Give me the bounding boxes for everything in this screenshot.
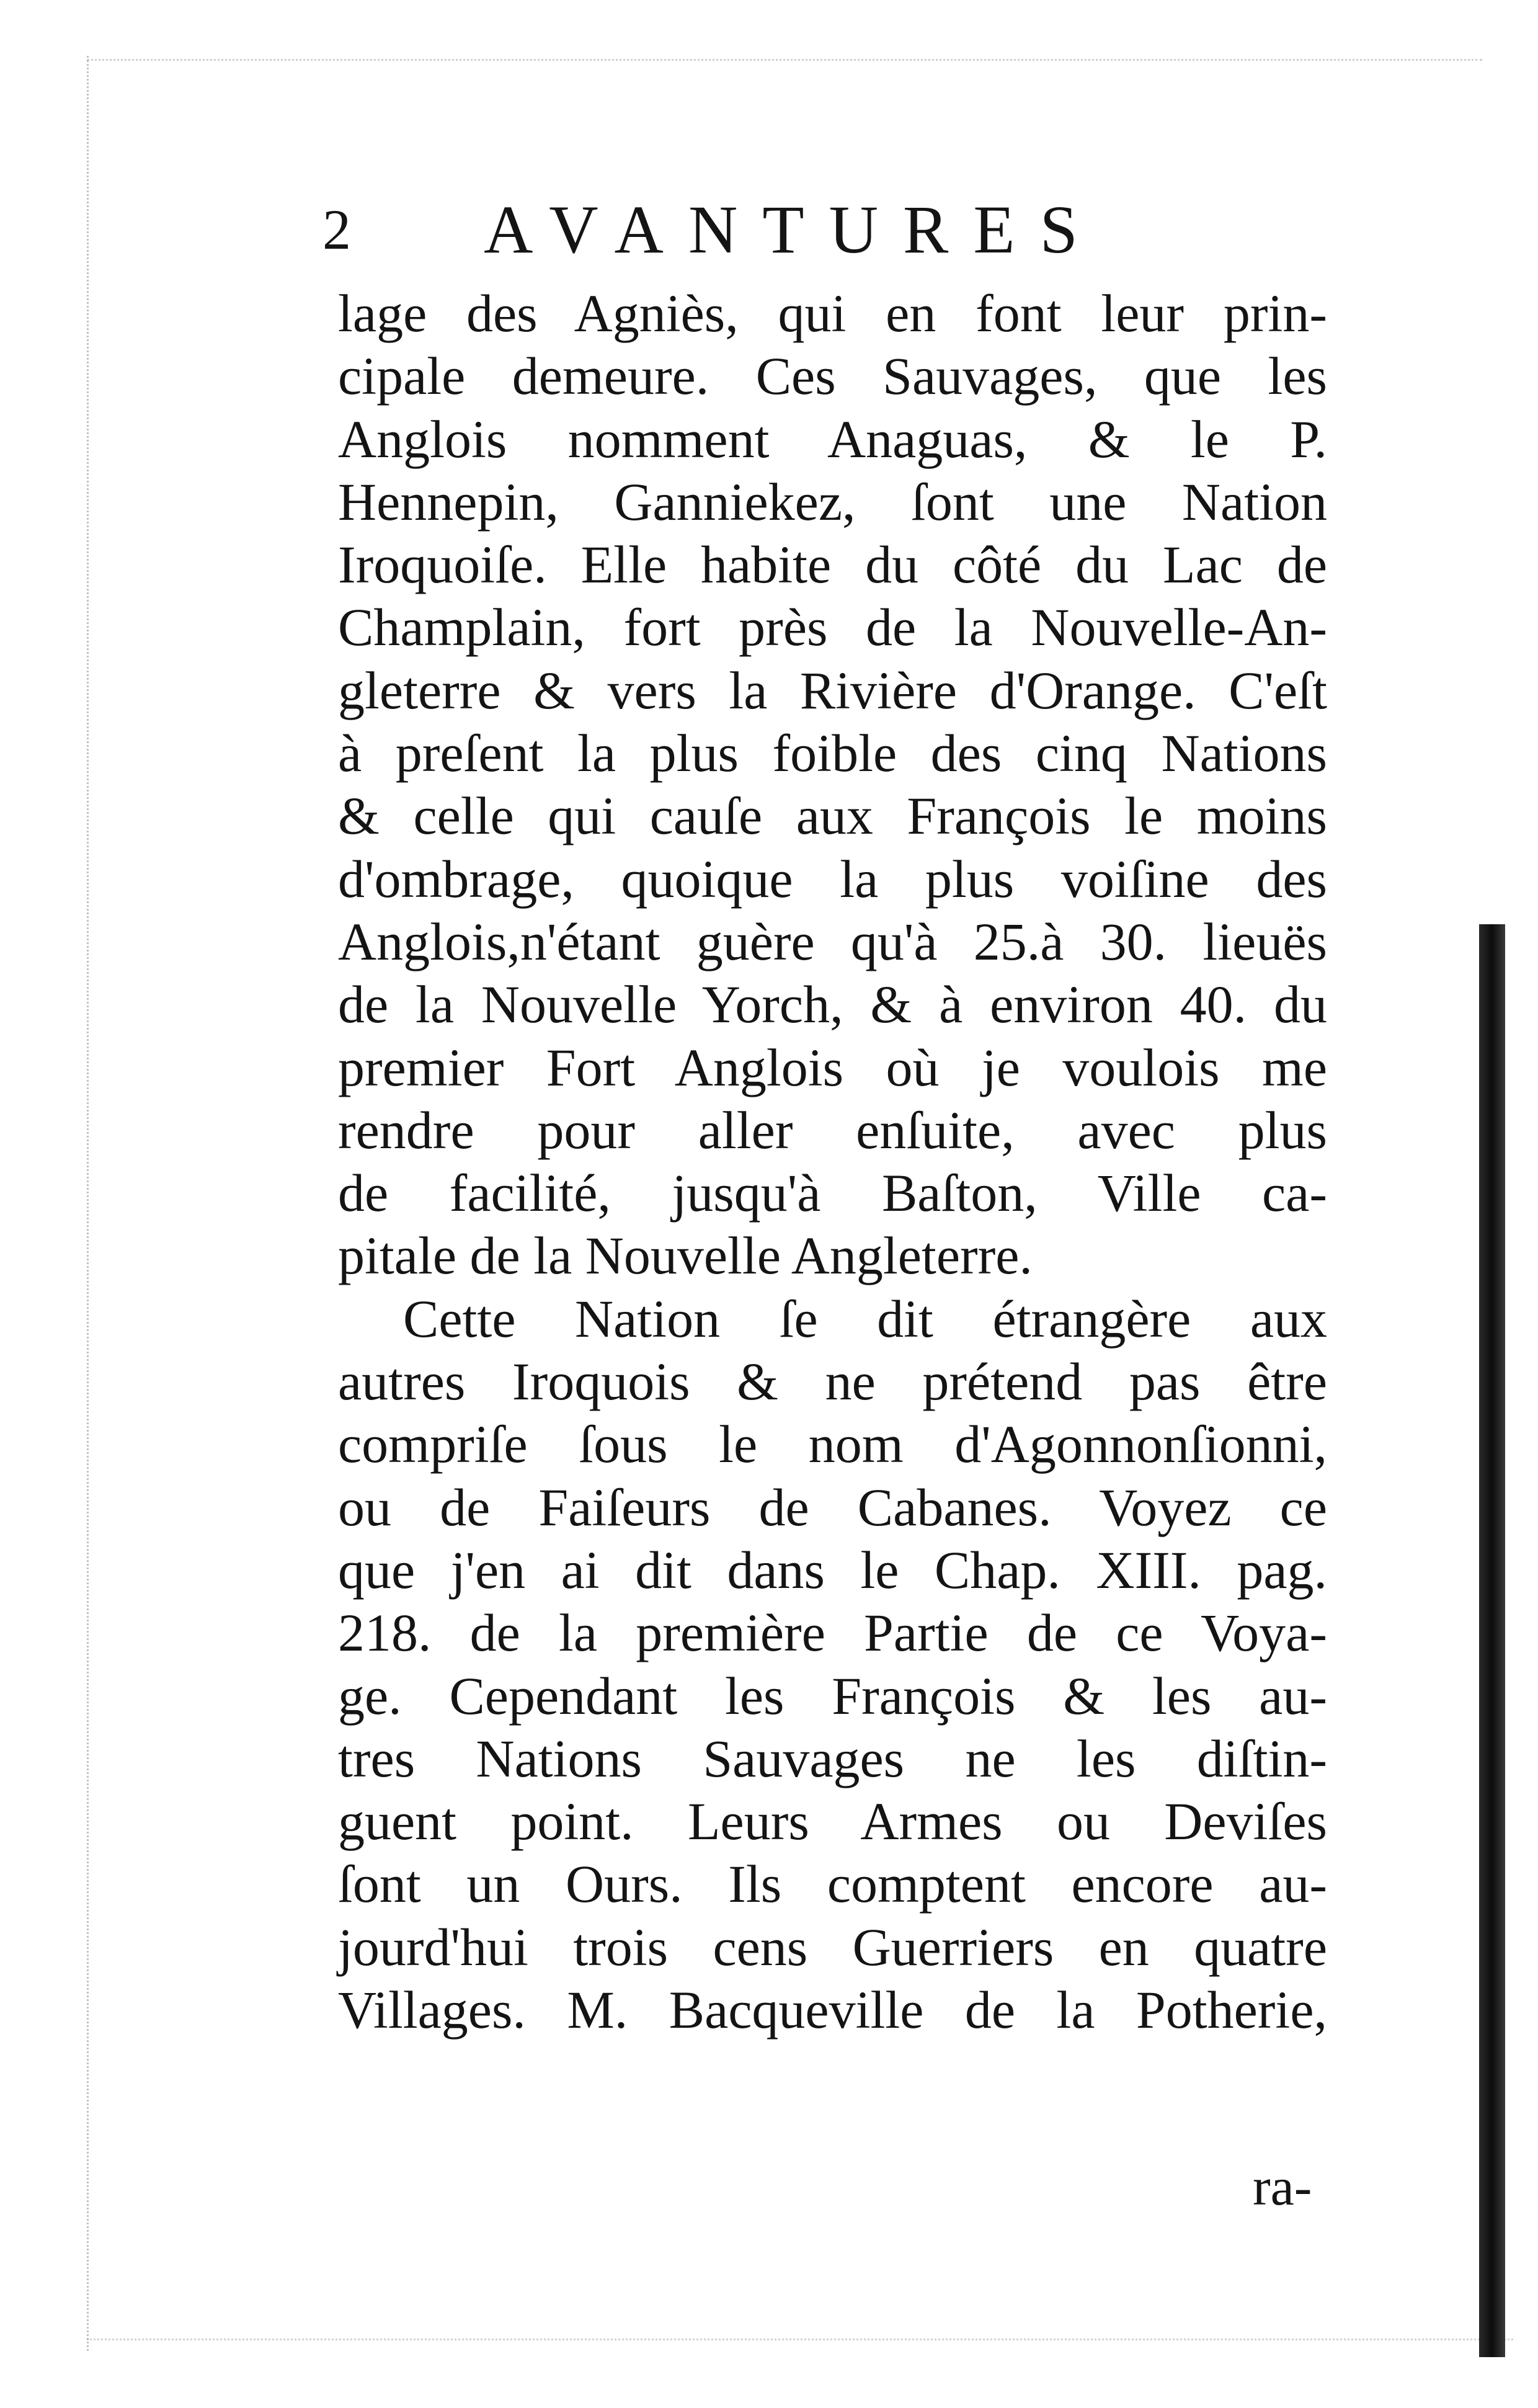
text-line: cipale demeure. Ces Sauvages, que les [338,346,1327,406]
text-line: jourd'hui trois cens Guerriers en quatre [338,1917,1327,1977]
body-text [338,282,1327,2041]
text-line: pitale de la Nouvelle Angleterre. [338,1226,1033,1286]
text-line: Villages. M. Bacqueville de la Potherie, [338,1980,1327,2040]
binding-shadow [1479,924,1505,2357]
text-line: Champlain, fort près de la Nouvelle-An- [338,597,1327,658]
text-line: ge. Cependant les François & les au- [338,1666,1327,1726]
running-head [322,189,1327,270]
text-line: rendre pour aller enſuite, avec plus [338,1100,1327,1160]
text-line: d'ombrage, quoique la plus voiſine des [338,849,1327,909]
text-line: Anglois nomment Anaguas, & le P. [338,409,1327,469]
scan-edge-top [87,59,1482,63]
paragraph-first-line: Cette Nation ſe dit étrangère aux [403,1288,1327,1349]
text-line: gleterre & vers la Rivière d'Orange. C'eſt [338,660,1327,720]
text-line: lage des Agniès, qui en font leur prin- [338,283,1327,343]
text-line: guent point. Leurs Armes ou Deviſes [338,1791,1327,1852]
catchword: ra- [1253,2157,1312,2216]
text-line: autres Iroquois & ne prétend pas être [338,1352,1327,1412]
text-line: de la Nouvelle Yorch, & à environ 40. du [338,974,1327,1035]
text-line: & celle qui cauſe aux François le moins [338,786,1327,846]
text-line: ou de Faiſeurs de Cabanes. Voyez ce [338,1477,1327,1537]
scan-edge-bottom [87,2339,1513,2343]
text-line: tres Nations Sauvages ne les diſtin- [338,1728,1327,1788]
text-line: Iroquoiſe. Elle habite du côté du Lac de [338,535,1327,595]
text-line: à preſent la plus foible des cinq Nations [338,723,1327,783]
text-line: compriſe ſous le nom d'Agonnonſionni, [338,1414,1327,1474]
text-line: que j'en ai dit dans le Chap. XIII. pag. [338,1540,1327,1600]
text-line: ſont un Ours. Ils comptent encore au- [338,1854,1327,1914]
running-title: AVANTURES [484,192,1103,267]
scan-edge-left [87,56,92,2351]
page-number: 2 [322,198,351,261]
text-line: Hennepin, Ganniekez, ſont une Nation [338,471,1327,532]
text-line: Anglois,n'étant guère qu'à 25.à 30. lieuës [338,911,1327,971]
text-line: de facilité, jusqu'à Baſton, Ville ca- [338,1163,1327,1223]
text-line: premier Fort Anglois où je voulois me [338,1037,1327,1097]
text-line: 218. de la première Partie de ce Voya- [338,1603,1327,1663]
